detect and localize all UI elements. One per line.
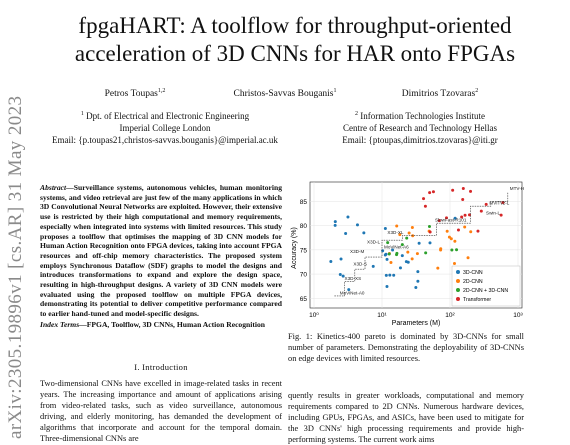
data-point: [453, 240, 456, 243]
data-point: [334, 224, 337, 227]
x-tick-label: 10¹: [377, 312, 387, 319]
data-point: [411, 234, 414, 237]
paper-title: fpgaHART: A toolflow for throughput-oriented acceleration of 3D CNNs for HAR onto FPGAs: [74, 13, 516, 66]
section-heading: I. Introduction: [134, 362, 188, 372]
column-2-text: quently results in greater workloads, computational and memory requirements compared to 2D CNNs. Numerous hardware devices, including GPUs, FPGAs, and ASICs, have been used to mitigate for the 3D CNNs' high processing requirements and provide high-performing systems. The current work aims: [288, 391, 524, 444]
x-tick-label: 10³: [513, 312, 523, 319]
data-point: [436, 267, 439, 270]
data-point: [401, 254, 404, 257]
data-point: [480, 210, 483, 213]
affiliation-2: $^2$ Information Technologies Institute Centre of Research and Technology Hellas Email: {ptoupas,dimitrios.tzovaras}@iti.gr: [342, 111, 498, 145]
abstract-label: Abstract: [40, 183, 67, 192]
data-point: [381, 249, 384, 252]
point-annotation: MoViNet-A6: [384, 244, 409, 250]
data-point: [428, 191, 431, 194]
data-point: [469, 230, 472, 233]
data-point: [416, 270, 419, 273]
arxiv-id-text: arXiv:2305.19896v1 [cs.AR] 31 May 2023: [5, 95, 26, 439]
legend-label: 3D-CNN: [463, 270, 483, 276]
data-point: [372, 265, 375, 268]
data-point: [329, 260, 332, 263]
data-point: [392, 274, 395, 277]
data-point: [450, 237, 453, 240]
data-point: [418, 242, 421, 245]
y-tick-label: 75: [299, 247, 307, 255]
legend-label: 2D-CNN + 3D-CNN: [463, 288, 509, 294]
chart-svg: [288, 178, 526, 328]
abstract-text: —Surveillance systems, autonomous vehicles, human monitoring systems, and video retrieval are just few of the many applications in which 3D Convolutional Neural Networks are exploited. However, their extensive use is restricted by their high computational and memory requirements, especially when integrated into systems with limited resources. This study proposes a toolflow that optimises the mapping of 3D CNN models for Human Action Recognition onto FPGA devices, taking into account FPGA resources and off-chip memory characteristics. The proposed system employs Synchronous Dataflow (SDF) graphs to model the designs and introduces transformations to expand and explore the design space, resulting in high-throughput designs. A variety of 3D CNN models were evaluated using the proposed toolflow on multiple FPGA devices, demonstrating its potential to deliver competitive performance compared to earlier hand-tuned and model-specific designs.: [40, 183, 282, 319]
data-point: [385, 274, 388, 277]
data-point: [416, 252, 419, 255]
data-point: [428, 241, 431, 244]
data-point: [476, 230, 479, 233]
data-point: [457, 229, 460, 232]
index-terms-text: —FPGA, Toolflow, 3D CNNs, Human Action Recognition: [79, 319, 266, 329]
point-annotation: X3D-XS: [344, 275, 362, 281]
data-point: [388, 274, 391, 277]
y-axis-label: Accuracy (%): [291, 227, 298, 269]
data-point: [395, 225, 398, 228]
data-point: [340, 258, 343, 261]
data-point: [414, 286, 417, 289]
author-1: Petros Toupas$^{1,2}$: [104, 88, 166, 100]
data-point: [406, 251, 409, 254]
data-point: [464, 214, 467, 217]
legend-marker: [456, 270, 460, 274]
point-annotation: X3D-M: [350, 249, 365, 255]
y-tick-label: 80: [299, 223, 307, 231]
legend-marker: [456, 297, 460, 301]
data-point: [455, 248, 458, 251]
data-point: [428, 225, 431, 228]
y-tick-label: 85: [299, 198, 307, 206]
data-point: [386, 258, 389, 261]
data-point: [405, 237, 408, 240]
legend-label: 2D-CNN: [463, 279, 483, 285]
data-point: [463, 225, 466, 228]
affiliation-1: $^1$ Dpt. of Electrical and Electronic Engineering Imperial College London Email: {p.toupas21,christos-savvas.bouganis}@imperial.ac.uk: [52, 111, 278, 145]
index-terms-label: Index Terms: [40, 319, 80, 329]
data-point: [416, 280, 419, 283]
data-point: [334, 220, 337, 223]
point-annotation: Swin-L: [486, 210, 501, 216]
introduction-text: Two-dimensional CNNs have excelled in image-related tasks in recent years. The increasing importance and amount of applications arising from video-related tasks, such as video surveillance, autonomous driving, and elderly monitoring, has demanded the development of algorithms that incorporate and account for the temporal domain. Three-dimensional CNNs are: [40, 379, 282, 443]
point-annotation: SlowFast-R101: [435, 217, 467, 223]
data-point: [385, 285, 388, 288]
data-point: [388, 252, 391, 255]
figure-pareto-chart: [288, 178, 526, 328]
point-annotation: MTV-H: [509, 186, 525, 192]
data-point: [411, 226, 414, 229]
data-point: [339, 273, 342, 276]
data-point: [408, 232, 411, 235]
data-point: [500, 214, 503, 217]
data-point: [429, 230, 432, 233]
data-point: [344, 232, 347, 235]
data-point: [446, 230, 449, 233]
x-tick-label: 10²: [445, 312, 455, 319]
data-point: [469, 190, 472, 193]
legend-marker: [456, 288, 460, 292]
y-tick-label: 65: [299, 295, 307, 303]
data-point: [453, 262, 456, 265]
data-point: [362, 231, 365, 234]
data-point: [451, 189, 454, 192]
chart-legend: [452, 266, 520, 306]
data-point: [399, 266, 402, 269]
x-tick-label: 10⁰: [309, 312, 319, 319]
point-annotation: MVITv2-L: [489, 200, 510, 206]
data-point: [467, 256, 470, 259]
data-point: [485, 203, 488, 206]
y-tick-label: 70: [299, 271, 307, 279]
data-point: [411, 257, 414, 260]
data-point: [407, 261, 410, 264]
x-axis-label: Parameters (M): [391, 320, 441, 327]
point-annotation: X3D-XL: [387, 229, 404, 235]
data-point: [462, 187, 465, 190]
point-annotation: X3D-S: [353, 261, 367, 267]
data-point: [395, 253, 398, 256]
data-point: [461, 198, 464, 201]
legend-label: Transformer: [463, 297, 492, 303]
point-annotation: MoViNet-A0: [339, 290, 365, 296]
data-point: [424, 205, 427, 208]
data-point: [422, 197, 425, 200]
point-annotation: X3D-L: [367, 239, 381, 245]
author-2: Christos-Savvas Bouganis$^1$: [233, 88, 337, 100]
arxiv-identifier: [2, 95, 26, 439]
data-point: [389, 261, 392, 264]
data-point: [384, 254, 387, 257]
data-point: [450, 249, 453, 252]
legend-marker: [456, 279, 460, 283]
abstract: [40, 183, 282, 330]
data-point: [346, 216, 349, 219]
figure-caption: Fig. 1: Kinetics-400 pareto is dominated by 3D-CNNs for small number of parameters. Demonstrating the deployability of 3D-CNNs on edge devices with limited resources.: [288, 332, 524, 363]
data-point: [424, 251, 427, 254]
data-point: [432, 190, 435, 193]
author-3: Dimitrios Tzovaras$^2$: [401, 88, 479, 100]
data-point: [356, 223, 359, 226]
data-point: [439, 247, 442, 250]
